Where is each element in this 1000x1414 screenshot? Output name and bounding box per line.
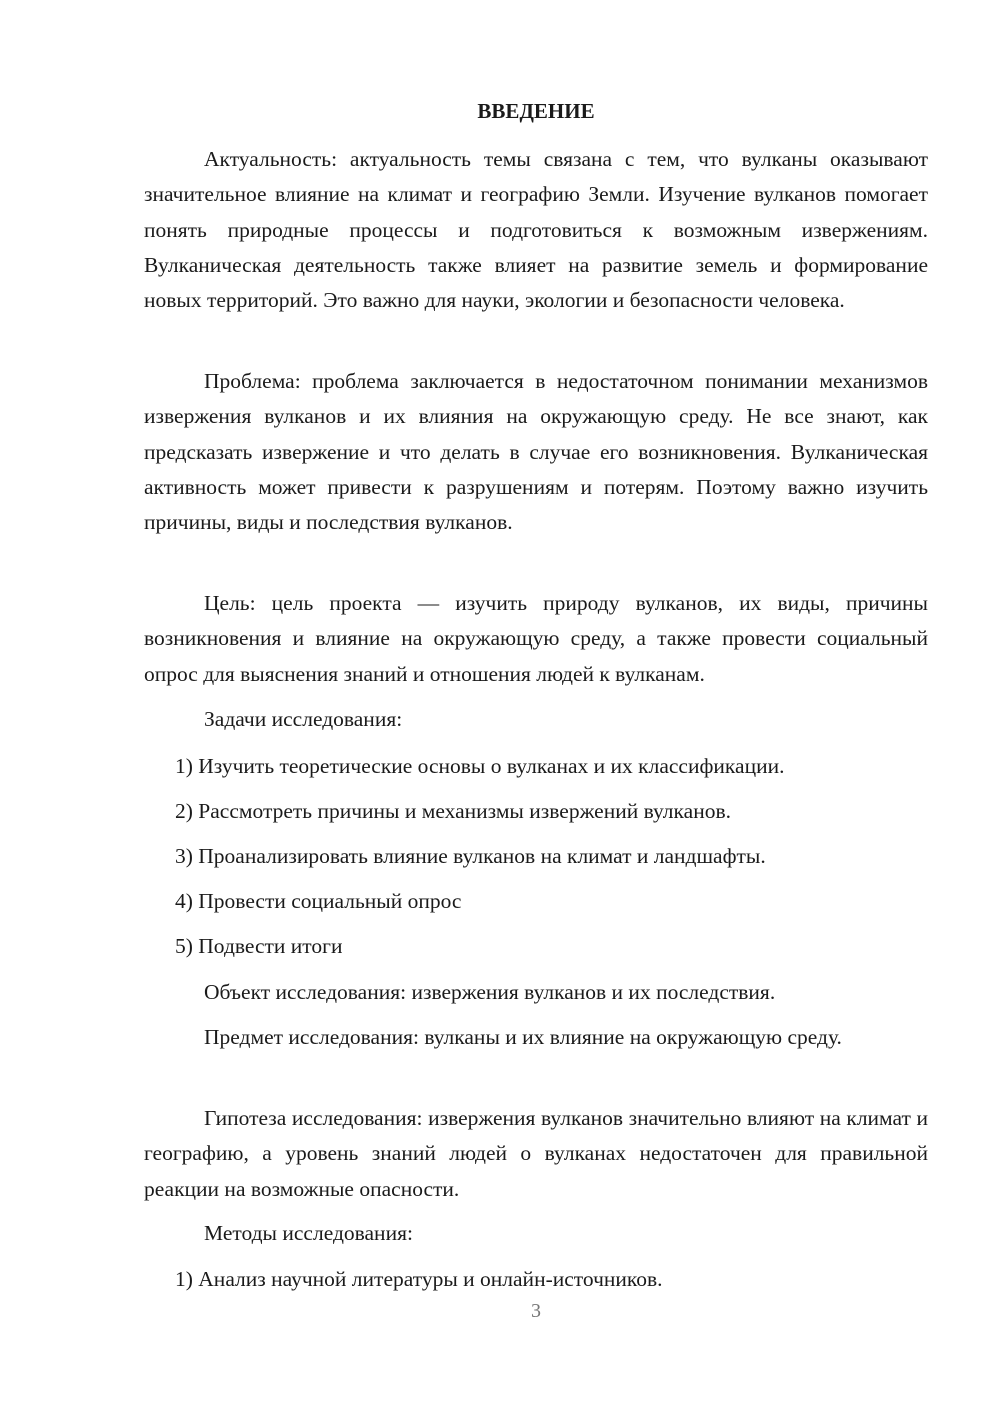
paragraph-relevance: Актуальность: актуальность темы связана с тем, что вулканы оказывают значительное влияние на климат и географию Земли. Изучение вулканов помогает понять природные процессы и подготовиться к возможным извержениям. Вулканическая деятельность также влияет на развитие земель и формирование новых территорий. Это важно для науки, экологии и безопасности человека.: [144, 147, 928, 313]
task-item-5: 5) Подвести итоги: [175, 934, 343, 958]
task-item-3: 3) Проанализировать влияние вулканов на климат и ландшафты.: [175, 844, 766, 868]
paragraph-goal: Цель: цель проекта — изучить природу вулканов, их виды, причины возникновения и влияние на окружающую среду, а также провести социальный опрос для выяснения знаний и отношения людей к вулканам.: [144, 591, 928, 686]
task-item-2: 2) Рассмотреть причины и механизмы извержений вулканов.: [175, 799, 731, 823]
task-item-4: 4) Провести социальный опрос: [175, 889, 462, 913]
section-title: ВВЕДЕНИЕ: [477, 99, 595, 123]
methods-heading: Методы исследования:: [204, 1221, 413, 1245]
paragraph-problem: Проблема: проблема заключается в недостаточном понимании механизмов извержения вулканов и их влияния на окружающую среду. Не все знают, как предсказать извержение и что делать в случае его возникновения. Вулканическая активность может привести к разрушениям и потерям. Поэтому важно изучить причины, виды и последствия вулканов.: [144, 369, 928, 535]
paragraph-subject: Предмет исследования: вулканы и их влияние на окружающую среду.: [204, 1025, 842, 1049]
page-number: 3: [531, 1300, 541, 1322]
paragraph-object: Объект исследования: извержения вулканов и их последствия.: [204, 980, 776, 1004]
paragraph-hypothesis: Гипотеза исследования: извержения вулканов значительно влияют на климат и географию, а уровень знаний людей о вулканах недостаточен для правильной реакции на возможные опасности.: [144, 1106, 928, 1201]
tasks-heading: Задачи исследования:: [204, 707, 403, 731]
task-item-1: 1) Изучить теоретические основы о вулканах и их классификации.: [175, 754, 785, 778]
method-item-1: 1) Анализ научной литературы и онлайн-источников.: [175, 1267, 663, 1291]
